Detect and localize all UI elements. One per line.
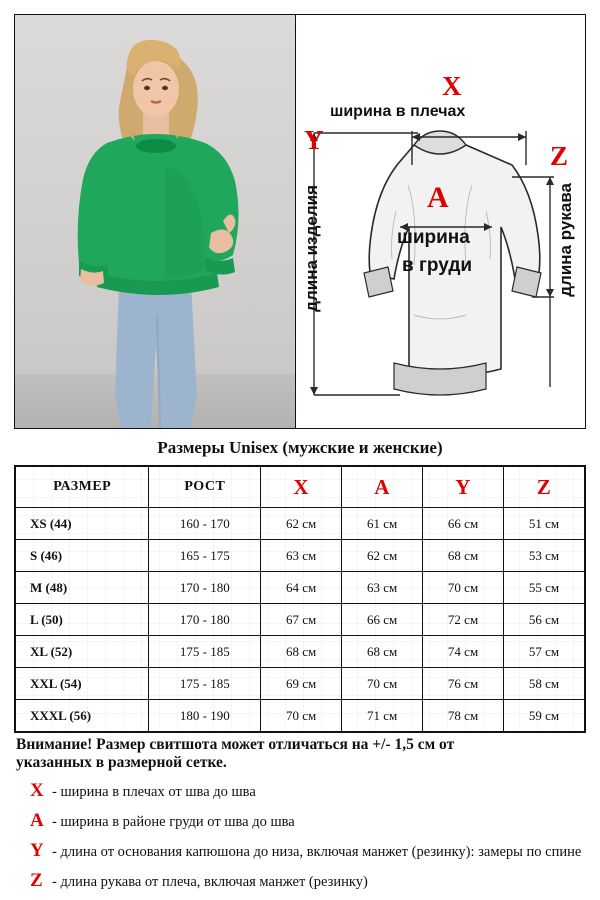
header-z: Z xyxy=(504,467,585,508)
table-row xyxy=(16,604,585,636)
table-row xyxy=(16,540,585,572)
warning-line-2: указанных в размерной сетке. xyxy=(16,753,227,771)
cell-height: 175 - 185 xyxy=(149,636,261,668)
cell-y: 68 см xyxy=(423,540,504,572)
diagram-label-x: X xyxy=(442,71,462,101)
cell-a: 70 см xyxy=(342,668,423,700)
cell-a: 68 см xyxy=(342,636,423,668)
cell-z: 57 см xyxy=(504,636,585,668)
diagram-caption-x: ширина в плечах xyxy=(330,103,466,120)
cell-size: XXXL (56) xyxy=(16,700,149,732)
table-row xyxy=(16,700,585,732)
warning-note xyxy=(14,735,586,773)
header-x: X xyxy=(261,467,342,508)
cell-y: 66 см xyxy=(423,508,504,540)
cell-y: 74 см xyxy=(423,636,504,668)
cell-x: 70 см xyxy=(261,700,342,732)
cell-size: L (50) xyxy=(16,604,149,636)
cell-x: 63 см xyxy=(261,540,342,572)
diagram-caption-a-line2: в груди xyxy=(402,255,473,276)
cell-y: 78 см xyxy=(423,700,504,732)
cell-height: 160 - 170 xyxy=(149,508,261,540)
cell-x: 67 см xyxy=(261,604,342,636)
cell-size: S (46) xyxy=(16,540,149,572)
cell-y: 70 см xyxy=(423,572,504,604)
legend-item-a xyxy=(30,811,590,832)
warning-line-1: Внимание! Размер свитшота может отличаться на +/- 1,5 см от xyxy=(16,736,455,753)
cell-y: 76 см xyxy=(423,668,504,700)
cell-size: XXL (54) xyxy=(16,668,149,700)
cell-z: 56 см xyxy=(504,604,585,636)
diagram-label-a: A xyxy=(427,181,449,214)
cell-size: XS (44) xyxy=(16,508,149,540)
table-row xyxy=(16,636,585,668)
cell-x: 69 см xyxy=(261,668,342,700)
cell-x: 62 см xyxy=(261,508,342,540)
legend-key-a: A xyxy=(30,810,44,832)
table-title: Размеры Unisex (мужские и женские) xyxy=(157,438,443,457)
diagram-svg xyxy=(296,15,585,428)
cell-height: 170 - 180 xyxy=(149,604,261,636)
cell-a: 62 см xyxy=(342,540,423,572)
legend-key-y: Y xyxy=(30,840,44,862)
diagram-label-y: Y xyxy=(304,125,324,155)
legend-text-y: - длина от основания капюшона до низа, включая манжет (резинку): замеры по спине xyxy=(52,844,582,861)
size-table-body xyxy=(16,508,585,732)
legend-text-x: - ширина в плечах от шва до шва xyxy=(52,784,256,801)
cell-x: 64 см xyxy=(261,572,342,604)
cell-z: 58 см xyxy=(504,668,585,700)
cell-height: 180 - 190 xyxy=(149,700,261,732)
legend-text-a: - ширина в районе груди от шва до шва xyxy=(52,814,295,831)
legend-item-x xyxy=(30,781,590,802)
cell-a: 61 см xyxy=(342,508,423,540)
header-a: A xyxy=(342,467,423,508)
cell-height: 165 - 175 xyxy=(149,540,261,572)
legend-key-x: X xyxy=(30,780,44,802)
header-size: РАЗМЕР xyxy=(16,467,149,508)
size-table-head xyxy=(16,467,585,508)
size-table-wrapper xyxy=(14,465,586,733)
top-panel xyxy=(14,14,586,429)
legend-text-z: - длина рукава от плеча, включая манжет (резинку) xyxy=(52,873,368,890)
header-height: РОСТ xyxy=(149,467,261,508)
cell-size: M (48) xyxy=(16,572,149,604)
cell-z: 59 см xyxy=(504,700,585,732)
table-row xyxy=(16,572,585,604)
legend xyxy=(30,781,590,892)
header-y: Y xyxy=(423,467,504,508)
cell-height: 170 - 180 xyxy=(149,572,261,604)
diagram-label-z: Z xyxy=(550,141,569,171)
size-table xyxy=(15,466,585,732)
cell-z: 53 см xyxy=(504,540,585,572)
cell-a: 71 см xyxy=(342,700,423,732)
cell-a: 66 см xyxy=(342,604,423,636)
legend-item-z xyxy=(30,871,590,892)
legend-item-y xyxy=(30,841,590,862)
cell-height: 175 - 185 xyxy=(149,668,261,700)
cell-z: 51 см xyxy=(504,508,585,540)
diagram-caption-a-line1: ширина xyxy=(397,227,470,248)
legend-key-z: Z xyxy=(30,869,43,891)
cell-a: 63 см xyxy=(342,572,423,604)
table-row xyxy=(16,668,585,700)
product-photo xyxy=(15,15,296,428)
diagram-caption-y: длина изделия xyxy=(302,185,321,312)
cell-z: 55 см xyxy=(504,572,585,604)
table-row xyxy=(16,508,585,540)
diagram-caption-z: длина рукава xyxy=(556,183,575,297)
cell-size: XL (52) xyxy=(16,636,149,668)
cell-x: 68 см xyxy=(261,636,342,668)
model-illustration xyxy=(15,15,296,428)
cell-y: 72 см xyxy=(423,604,504,636)
measurement-diagram xyxy=(296,15,585,428)
table-header-row xyxy=(16,467,585,508)
